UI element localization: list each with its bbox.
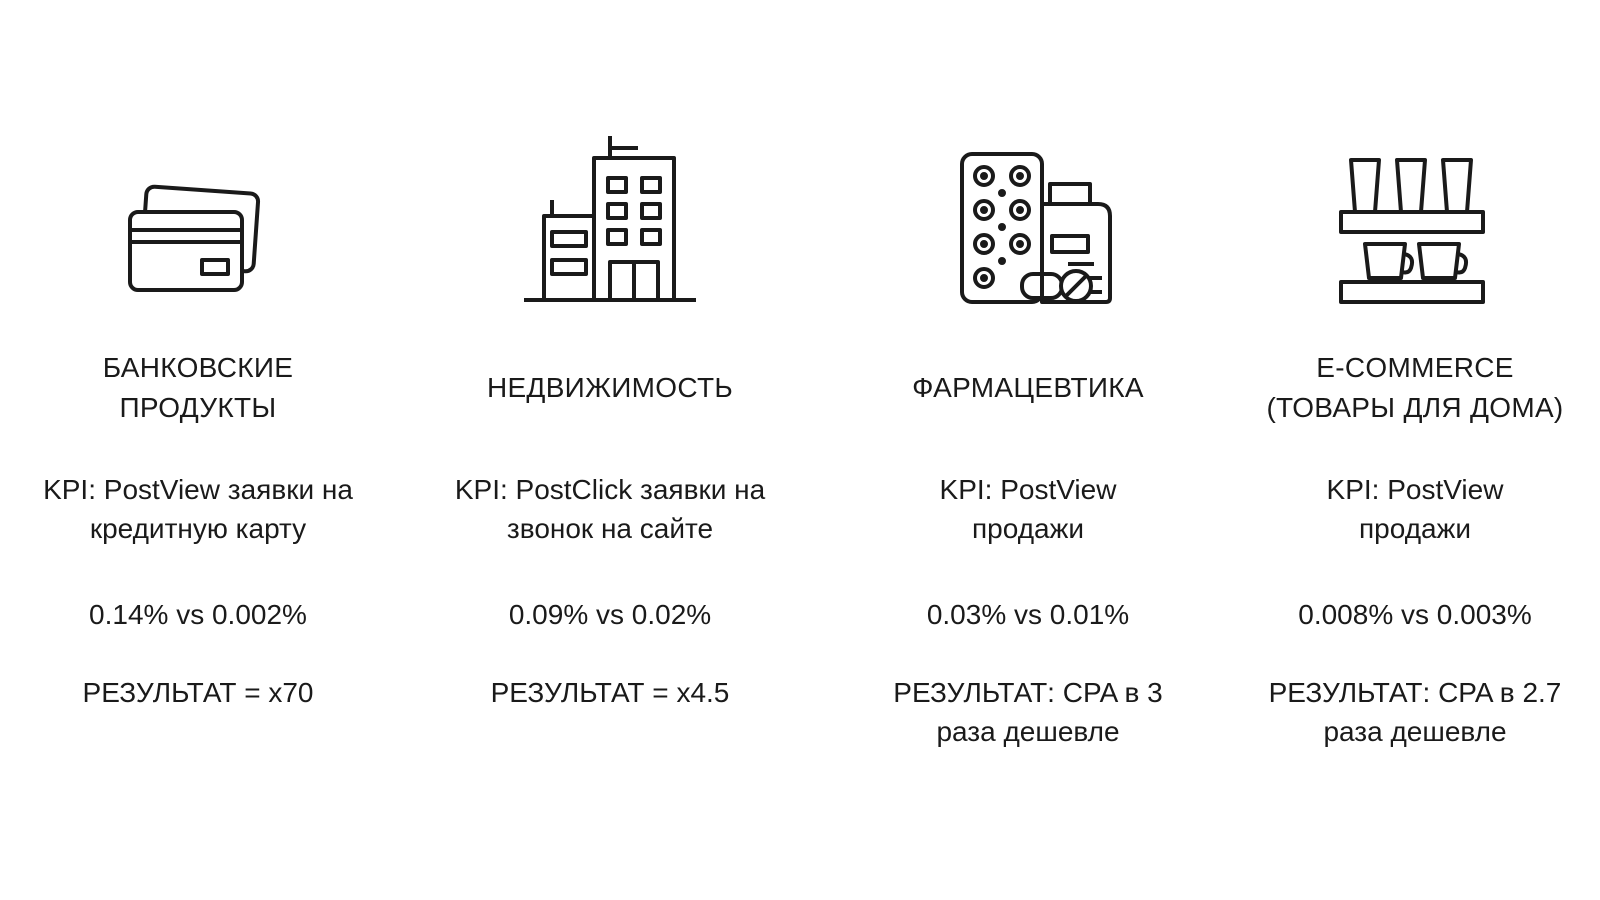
metric-comparison: 0.14% vs 0.002%: [89, 599, 307, 630]
result-text: РЕЗУЛЬТАТ = x70: [82, 677, 314, 708]
metric-comparison: 0.03% vs 0.01%: [926, 599, 1130, 630]
category-title: E-COMMERCE (ТОВАРЫ ДЛЯ ДОМА): [1266, 352, 1564, 423]
category-title: БАНКОВСКИЕ ПРОДУКТЫ: [102, 352, 294, 423]
category-title: НЕДВИЖИМОСТЬ: [486, 372, 734, 403]
metric-comparison: 0.008% vs 0.003%: [1298, 599, 1532, 630]
kpi-text: KPI: PostClick заявки на звонок на сайте: [454, 474, 766, 544]
category-title: ФАРМАЦЕВТИКА: [912, 372, 1144, 403]
kpi-text: KPI: PostView продажи: [939, 474, 1117, 544]
credit-card-icon: [108, 132, 288, 312]
result-text: РЕЗУЛЬТАТ: CPA в 2.7 раза дешевле: [1268, 677, 1562, 747]
kpi-text: KPI: PostView заявки на кредитную карту: [43, 474, 353, 544]
result-text: РЕЗУЛЬТАТ = x4.5: [490, 677, 730, 708]
result-text: РЕЗУЛЬТАТ: CPA в 3 раза дешевле: [893, 677, 1163, 747]
metric-comparison: 0.09% vs 0.02%: [508, 599, 712, 630]
building-icon: [520, 132, 700, 312]
pills-icon: [938, 132, 1118, 312]
shelf-icon: [1325, 132, 1505, 312]
kpi-text: KPI: PostView продажи: [1326, 474, 1504, 544]
